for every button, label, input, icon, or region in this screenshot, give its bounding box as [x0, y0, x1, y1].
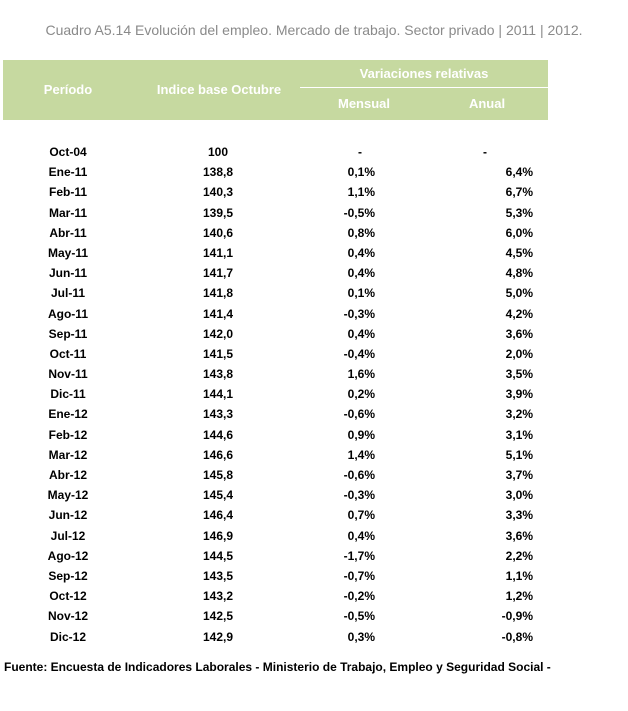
table-row [0, 263, 628, 283]
table-row [0, 324, 628, 344]
cell-indice: 143,3 [202, 407, 234, 422]
cell-periodo: Sep-12 [48, 568, 88, 583]
cell-mensual: -0,2% [343, 589, 375, 604]
cell-periodo: Ene-11 [48, 165, 88, 180]
cell-indice: 140,6 [202, 225, 234, 240]
cell-indice: 145,4 [202, 488, 234, 503]
cell-periodo: Feb-12 [48, 427, 88, 442]
cell-mensual: -0,7% [343, 568, 375, 583]
table-row [0, 445, 628, 465]
cell-mensual: - [358, 145, 362, 159]
cell-periodo: Dic-11 [50, 387, 86, 402]
table-row [0, 182, 628, 202]
table-row [0, 203, 628, 223]
cell-mensual: 0,7% [347, 508, 375, 523]
cell-anual: 3,5% [505, 367, 533, 382]
table-row [0, 142, 628, 162]
cell-indice: 143,8 [202, 367, 234, 382]
cell-periodo: Ago-12 [47, 548, 89, 563]
cell-anual: 6,7% [505, 185, 533, 200]
table-row [0, 283, 628, 303]
table-body [0, 142, 628, 647]
table-row [0, 627, 628, 647]
cell-indice: 100 [207, 145, 229, 159]
table-row [0, 485, 628, 505]
cell-indice: 141,7 [202, 266, 234, 281]
cell-periodo: Nov-11 [48, 367, 88, 382]
cell-anual: -0,8% [501, 629, 533, 644]
cell-mensual: 0,8% [347, 225, 375, 240]
cell-mensual: -0,3% [343, 488, 375, 503]
cell-mensual: 0,1% [347, 165, 375, 180]
table-row [0, 586, 628, 606]
cell-anual: 1,1% [505, 568, 533, 583]
cell-anual: 2,0% [505, 346, 533, 361]
cell-anual: 3,3% [505, 508, 533, 523]
cell-periodo: Nov-12 [47, 609, 88, 624]
cell-periodo: May-11 [47, 245, 89, 260]
cell-indice: 138,8 [202, 165, 234, 180]
cell-anual: 3,6% [505, 326, 533, 341]
cell-indice: 144,5 [202, 548, 234, 563]
cell-periodo: Abr-11 [49, 225, 87, 240]
cell-indice: 146,4 [202, 508, 234, 523]
cell-indice: 141,1 [202, 245, 234, 260]
column-group-header-variaciones: Variaciones relativas [359, 66, 489, 81]
cell-indice: 144,6 [202, 427, 234, 442]
cell-mensual: 1,6% [347, 367, 375, 382]
cell-mensual: 1,4% [347, 447, 375, 462]
cell-indice: 141,8 [202, 286, 234, 301]
cell-periodo: Jul-12 [50, 528, 86, 543]
cell-indice: 142,0 [202, 326, 234, 341]
cell-anual: 6,0% [505, 225, 533, 240]
cell-mensual: 0,4% [347, 266, 375, 281]
cell-mensual: 0,4% [347, 326, 375, 341]
column-header-indice: Indice base Octubre [156, 82, 282, 97]
cell-anual: - [483, 145, 487, 159]
cell-mensual: 0,2% [347, 387, 375, 402]
cell-anual: 3,9% [505, 387, 533, 402]
table-row [0, 404, 628, 424]
cell-anual: 1,2% [505, 589, 533, 604]
cell-mensual: 0,4% [347, 528, 375, 543]
cell-indice: 140,3 [202, 185, 234, 200]
cell-indice: 146,6 [202, 447, 234, 462]
table-header [3, 60, 548, 120]
source-note: Fuente: Encuesta de Indicadores Laborales - Ministerio de Trabajo, Empleo y Seguridad Social - [4, 660, 551, 674]
cell-periodo: May-12 [47, 488, 89, 503]
cell-indice: 142,9 [202, 629, 234, 644]
cell-mensual: -0,5% [343, 205, 375, 220]
cell-anual: 5,1% [505, 447, 533, 462]
cell-anual: 3,7% [505, 468, 533, 482]
cell-periodo: Jun-12 [48, 508, 88, 523]
table-title: Cuadro A5.14 Evolución del empleo. Mercado de trabajo. Sector privado | 2011 | 2012. [45, 22, 583, 38]
cell-indice: 141,5 [202, 346, 234, 361]
table-row [0, 606, 628, 626]
cell-mensual: -0,3% [343, 306, 375, 321]
table-row [0, 243, 628, 263]
cell-anual: 3,0% [505, 488, 533, 503]
cell-mensual: -0,4% [343, 346, 375, 361]
cell-periodo: Oct-04 [49, 145, 87, 159]
cell-mensual: -1,7% [343, 548, 375, 563]
table-row [0, 304, 628, 324]
cell-anual: -0,9% [501, 609, 533, 624]
column-header-periodo: Período [43, 82, 93, 97]
column-header-mensual: Mensual [337, 96, 390, 111]
cell-indice: 144,1 [202, 387, 234, 402]
cell-periodo: Jul-11 [50, 286, 86, 301]
cell-anual: 5,0% [505, 286, 533, 301]
column-header-anual: Anual [468, 96, 506, 111]
header-divider [300, 87, 548, 88]
cell-anual: 4,8% [505, 266, 533, 281]
cell-anual: 3,6% [505, 528, 533, 543]
table-row [0, 223, 628, 243]
table-row [0, 344, 628, 364]
table-row [0, 384, 628, 404]
table-row [0, 546, 628, 566]
cell-periodo: Oct-12 [49, 589, 87, 604]
cell-indice: 139,5 [202, 205, 234, 220]
table-row [0, 162, 628, 182]
table-row [0, 526, 628, 546]
cell-mensual: -0,5% [343, 609, 375, 624]
cell-periodo: Ago-11 [47, 306, 88, 321]
cell-periodo: Feb-11 [48, 185, 87, 200]
cell-mensual: 0,1% [347, 286, 375, 301]
cell-periodo: Dic-12 [49, 629, 87, 644]
table-row [0, 566, 628, 586]
cell-mensual: -0,6% [343, 468, 375, 482]
cell-mensual: 0,4% [347, 245, 375, 260]
cell-mensual: -0,6% [343, 407, 375, 422]
cell-periodo: Abr-12 [48, 468, 87, 482]
cell-mensual: 0,9% [347, 427, 375, 442]
cell-anual: 4,5% [505, 245, 533, 260]
cell-anual: 3,2% [505, 407, 533, 422]
cell-indice: 143,2 [202, 589, 234, 604]
cell-indice: 143,5 [202, 568, 234, 583]
cell-periodo: Mar-12 [48, 447, 88, 462]
cell-indice: 142,5 [202, 609, 234, 624]
cell-anual: 4,2% [505, 306, 533, 321]
cell-indice: 145,8 [202, 468, 234, 482]
cell-periodo: Mar-11 [48, 205, 88, 220]
cell-periodo: Jun-11 [48, 266, 87, 281]
table-row [0, 505, 628, 525]
cell-anual: 5,3% [505, 205, 533, 220]
cell-indice: 141,4 [202, 306, 234, 321]
cell-indice: 146,9 [202, 528, 234, 543]
cell-periodo: Oct-11 [49, 346, 87, 361]
table-row [0, 425, 628, 445]
cell-periodo: Ene-12 [48, 407, 88, 422]
table-row [0, 364, 628, 384]
cell-periodo: Sep-11 [48, 326, 88, 341]
cell-anual: 6,4% [505, 165, 533, 180]
cell-anual: 3,1% [505, 427, 533, 442]
cell-mensual: 1,1% [347, 185, 375, 200]
cell-mensual: 0,3% [347, 629, 375, 644]
table-row [0, 465, 628, 485]
cell-anual: 2,2% [505, 548, 533, 563]
